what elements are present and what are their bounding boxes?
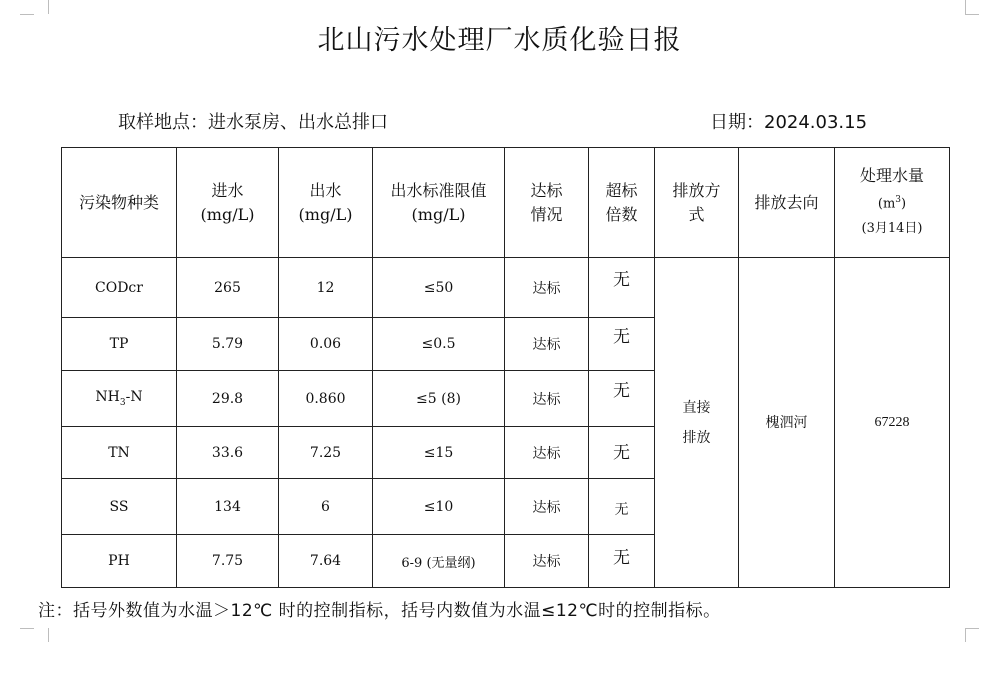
table-row: [62, 258, 950, 318]
header-exceed-line2: 倍数: [605, 204, 638, 224]
header-limit-unit: (mg/L): [411, 204, 466, 224]
exceed-cell: [589, 371, 655, 427]
outflow-cell: 7.25: [279, 427, 373, 479]
footnote: 注：括号外数值为水温＞12℃ 时的控制指标，括号内数值为水温≤12℃时的控制指标。: [38, 601, 721, 621]
crop-mark: [34, 628, 49, 642]
header-row: [62, 148, 950, 258]
status-cell: 达标: [505, 318, 589, 371]
header-discharge-method-line1: 排放方: [672, 180, 721, 200]
treated-volume-cell: 67228: [835, 258, 950, 588]
header-exceed: [589, 148, 655, 258]
status-cell: 达标: [505, 479, 589, 535]
limit-cell: ≤10: [373, 479, 505, 535]
status-cell: 达标: [505, 427, 589, 479]
header-compliance-line1: 达标: [530, 180, 563, 200]
limit-cell: ≤15: [373, 427, 505, 479]
header-discharge-dest: 排放去向: [739, 148, 835, 258]
limit-cell: ≤0.5: [373, 318, 505, 371]
exceed-cell: [589, 479, 655, 535]
header-inflow: [177, 148, 279, 258]
status-cell: 达标: [505, 371, 589, 427]
exceed-value: 无: [613, 326, 630, 347]
header-limit-label: 出水标准限值: [390, 180, 487, 200]
crop-mark: [965, 14, 979, 15]
limit-cell: ≤50: [373, 258, 505, 318]
discharge-destination-cell: 槐泗河: [739, 258, 835, 588]
header-exceed-line1: 超标: [605, 180, 638, 200]
exceed-value: 无: [613, 443, 630, 463]
discharge-method-cell: [655, 258, 739, 588]
discharge-method-line1: 直接: [682, 399, 711, 416]
crop-mark: [20, 14, 34, 15]
crop-mark: [34, 0, 49, 14]
status-cell: 达标: [505, 535, 589, 588]
header-outflow: [279, 148, 373, 258]
exceed-value: 无: [613, 381, 630, 401]
pollutant-cell: TP: [62, 318, 177, 371]
limit-cell: 6-9 (无量纲): [373, 535, 505, 588]
inflow-cell: 134: [177, 479, 279, 535]
inflow-cell: 5.79: [177, 318, 279, 371]
inflow-cell: 33.6: [177, 427, 279, 479]
discharge-method-line2: 排放: [682, 429, 711, 446]
limit-cell: ≤5 (8): [373, 371, 505, 427]
pollutant-cell: $NH_3-N$: [62, 371, 177, 427]
crop-mark: [965, 628, 980, 642]
status-cell: 达标: [505, 258, 589, 318]
exceed-cell: [589, 427, 655, 479]
header-outflow-label: 出水: [309, 180, 342, 200]
outflow-cell: 12: [279, 258, 373, 318]
exceed-cell: [589, 318, 655, 371]
outflow-cell: 0.860: [279, 371, 373, 427]
header-volume: [835, 148, 950, 258]
pollutant-cell: CODcr: [62, 258, 177, 318]
header-compliance: [505, 148, 589, 258]
exceed-cell: [589, 258, 655, 318]
pollutant-cell: PH: [62, 535, 177, 588]
inflow-cell: 265: [177, 258, 279, 318]
header-volume-unit: $(m^3)$: [877, 195, 907, 212]
outflow-cell: 6: [279, 479, 373, 535]
header-limit: [373, 148, 505, 258]
exceed-value: 无: [613, 270, 630, 290]
outflow-cell: 0.06: [279, 318, 373, 371]
sampling-location: 取样地点：进水泵房、出水总排口: [118, 112, 388, 133]
inflow-cell: 7.75: [177, 535, 279, 588]
water-quality-table: [61, 147, 950, 588]
inflow-cell: 29.8: [177, 371, 279, 427]
report-title: 北山污水处理厂水质化验日报: [317, 25, 682, 56]
header-volume-date: (3月14日): [861, 220, 923, 236]
pollutant-cell: TN: [62, 427, 177, 479]
header-inflow-label: 进水: [211, 180, 244, 200]
pollutant-cell: SS: [62, 479, 177, 535]
crop-mark: [20, 628, 34, 629]
exceed-cell: [589, 535, 655, 588]
exceed-value: 无: [614, 501, 629, 518]
header-outflow-unit: (mg/L): [298, 204, 353, 224]
header-compliance-line2: 情况: [530, 204, 563, 224]
header-volume-label: 处理水量: [859, 166, 924, 186]
crop-mark: [965, 628, 979, 629]
header-inflow-unit: (mg/L): [200, 204, 255, 224]
header-discharge-method: [655, 148, 739, 258]
report-date: 日期：2024.03.15: [710, 112, 868, 133]
exceed-value: 无: [613, 547, 630, 568]
header-discharge-method-line2: 式: [688, 204, 705, 224]
crop-mark: [965, 0, 980, 14]
outflow-cell: 7.64: [279, 535, 373, 588]
header-pollutant: 污染物种类: [62, 148, 177, 258]
